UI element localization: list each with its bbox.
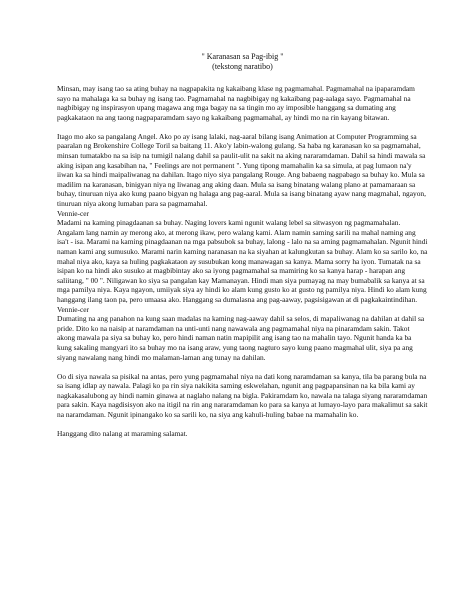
paragraph-gap [57, 420, 428, 430]
paragraph-gap [57, 122, 428, 132]
paragraph-gap [57, 362, 428, 372]
paragraph-ending: Oo di siya nawala sa pisikal na antas, pero yung pagmamahal niya na dati kong naramdaman sa kanya, tila ba parang bula na sa isang idlap ay nawala. Palagi ko pa rin siya nakikita saming eskwelahan, ngunit ang pagpapansinan na ka bila kami ay nagkakasalubong ay hindi namin ginawa at naglaho nalang na bigla. Pakiramdam ko, nawala na talaga siyang nararamdaman para sakin. Kaya nagdisisyon ako na itigil na rin ang nararamdaman ko para sa kanya at lumayo-layo para makalimut sa sakit na naramdaman. Ngunit ipinangako ko sa sarili ko, na siya ang kahuli-huling babae na mamahalin ko. [57, 371, 428, 419]
paragraph-closing: Hanggang dito nalang at maraming salamat. [57, 429, 188, 439]
paragraph-intro: Minsan, may isang tao sa ating buhay na nagpapakita ng kakaibang klase ng pagmamahal. Pagmamahal na ipaparamdam sayo na mahalaga ka sa buhay ng isang tao. Pagmamahal na nagbibigay ng kakaibang pag-aalaga sayo. Pagmamahal na nagbibigay ng inspirasyon upang magawa ang mga bagay na sa tingin mo ay imposible hanggang sa dumating ang pagkakataon na ang taong nagpaparamdam sayo ng kakaibang pagmamahal, ay hindi mo na rin kayang bitawan. [57, 84, 415, 122]
document-subtitle: (tekstong naratibo) [212, 62, 273, 71]
paragraph-story: Itago mo ako sa pangalang Angel. Ako po ay isang lalaki, nag-aaral bilang isang Animation at Computer Programming sa paaralan ng Brokenshire College Toril sa baitang 11. Ako'y labin-walong gulang. Sa haba ng karanasan ko sa pagmamahal, minsan tumatakbo na sa isip na tumigil nalang dahil sa paulit-ulit na sakit na aking nararamdaman. Dahil sa hindi mawala sa aking isipan ang kasabihan na, " Feelings are not permanent ". Yung tipong mamahalin ka sa simula, at pag lumaon na'y iiwan ka sa hindi maipaliwanag na dahilan. Itago niyo siya pangalang Rouge. Ang babaeng nagpabago sa buhay ko. Mula sa madilim na karanasan, binigyan niya ng liwanag ang aking daan. Mula sa isang binatang walang plano at pamamaraan sa buhay, tinuruan niya ako kung paano bigyan ng halaga ang pag-aaral. Mula sa isang binatang ayaw nang magmahal, ngayon, tinuruan niya akong lumaban para sa pagmamahal. Vennie-cer Madami na kaming pinagdaanan sa buhay. Naging lovers kami ngunit walang lebel sa sitwasyon ng pagmamahalan. Angalam lang namin ay merong ako, at merong ikaw, pero walang kami. Alam namin saming sarili na mahal naming ang isa't - isa. Marami na kaming pinagdaanan na mga pabsubok sa buhay, lalong - lalo na sa aming pagmamahalan. Ngunit hindi naman kami ang sumusuko. Marami narin kaming naranasan na ka siyahan at kalungkutan sa buhay. Alam ko sa sarilo ko, na mahal niya ako, kaya sa huling pagkakataon ay susubukan kong manawagan sa kanya. Mama sorry ha iyon. Tumatak na sa isipan ko na hindi ako susuko at magbibintay ako sa iyong pagmamahal sa mamiring ko sa kanya harap - harapan ang saliitang, " 00 ". Niligawan ko siya sa pangalan kay Mamanayan. Hindi man siya pumayag na may bumabalik sa kanya at sa mga pamilya niya. Kaya ngayon, umiiyak siya ay hindi ko alam kung gusto ko at gusto ng pamilya niya. Hindi ko alam kung hanggang ilang taon pa, pero umaasa ako. Hanggang sa dumalasna ang pag-aaway, pagsisigawan at di pagkakaintindihan. Vennie-cer Dumating na ang panahon na kung saan madalas na kaming nag-aaway dahil sa selos, di mapaliwanag na dahilan at dahil sa pride. Dito ko na naisip at naramdaman na unti-unti nang nawawala ang pagmamahal niya na pinaramdam sakin. Takot akong mawala pa siya sa buhay ko, pero hindi naman natin mapipilit ang isang tao na mahalin tayo. Ngunit handa ka ba kung sakaling mangyari ito sa buhay mo na isang araw, yung taong nagturo sayo kung paano magmahal ulit, siya pa ang siyang nawalang nang hindi mo malaman-laman ang tunay na dahilan. [57, 131, 428, 362]
document-title: " Karanasan sa Pag-ibig " [201, 52, 284, 61]
